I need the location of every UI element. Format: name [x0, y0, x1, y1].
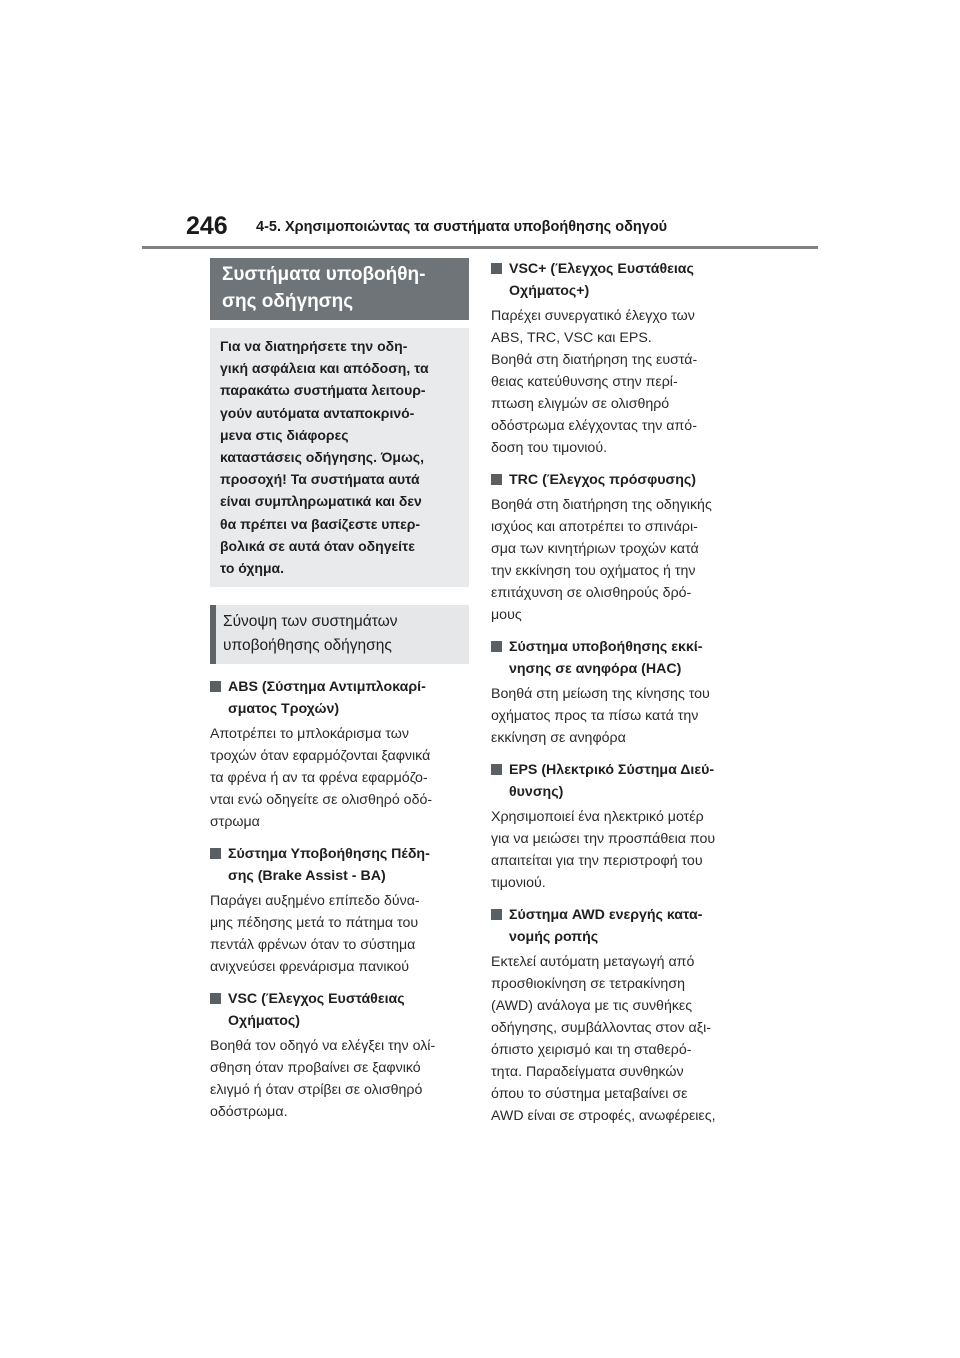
item-title	[491, 258, 750, 302]
item-title	[210, 676, 469, 720]
item-title	[491, 636, 750, 680]
item-body-line: Βοηθά στη μείωση της κίνησης του	[491, 686, 710, 702]
square-bullet-icon	[491, 641, 502, 652]
item-body-line: οδήγησης, συμβάλλοντας στον αξι-	[491, 1020, 711, 1036]
system-item-eps	[491, 759, 750, 894]
intro-line: προσοχή! Τα συστήματα αυτά	[220, 471, 420, 488]
item-title-line: θυνσης)	[509, 784, 564, 800]
item-body-line: Παράγει αυξημένο επίπεδο δύνα-	[210, 893, 420, 910]
item-body-line: Βοηθά στη διατήρηση της οδηγικής	[491, 497, 712, 513]
item-body-line: πτωση ελιγμών σε ολισθηρό	[491, 396, 670, 412]
item-body-line: όπου το σύστημα μεταβαίνει σε	[491, 1086, 688, 1102]
item-body-line: θειας κατεύθυνσης στην περί-	[491, 374, 678, 390]
item-title-line: Σύστημα υποβοήθησης εκκί-	[509, 639, 703, 655]
item-title	[210, 843, 469, 887]
item-body-line: Εκτελεί αυτόματη μεταγωγή από	[491, 954, 695, 970]
intro-line: είναι συμπληρωματικά και δεν	[220, 493, 422, 510]
item-body-line: AWD είναι σε στροφές, ανωφέρειες,	[491, 1108, 716, 1124]
square-bullet-icon	[491, 263, 502, 274]
item-body-line: Αποτρέπει το μπλοκάρισμα των	[210, 726, 409, 743]
item-body	[491, 683, 750, 749]
item-body	[491, 305, 750, 459]
item-body-line: ελιγμό ή όταν στρίβει σε ολισθηρό	[210, 1082, 423, 1099]
item-body-line: τροχών όταν εφαρμόζονται ξαφνικά	[210, 748, 431, 765]
item-body-line: τητα. Παραδείγματα συνθηκών	[491, 1064, 684, 1080]
item-title-line: ABS (Σύστημα Αντιμπλοκαρί-	[228, 679, 426, 696]
item-title-line: σης (Brake Assist - BA)	[228, 868, 386, 885]
item-body-line: νται ενώ οδηγείτε σε ολισθηρό οδό-	[210, 792, 433, 809]
item-body	[210, 723, 469, 833]
square-bullet-icon	[491, 909, 502, 920]
item-body-line: όπιστο χειρισμό και τη σταθερό-	[491, 1042, 692, 1058]
item-body-line: οδόστρωμα ελέγχοντας την από-	[491, 418, 697, 434]
system-item-vsc	[210, 988, 469, 1123]
section-title	[210, 258, 469, 320]
intro-line: θα πρέπει να βασίζεστε υπερ-	[220, 515, 421, 532]
item-body-line: απαιτείται για την περιστροφή του	[491, 853, 703, 869]
item-body-line: οδόστρωμα.	[210, 1104, 288, 1121]
item-body	[210, 890, 469, 978]
intro-line: μενα στις διάφορες	[220, 426, 349, 443]
item-body-line: ανιχνεύσει φρενάρισμα πανικού	[210, 959, 410, 976]
intro-line: γική ασφάλεια και απόδοση, τα	[220, 360, 429, 377]
subsection-title-line: υποβοήθησης οδήγησης	[223, 637, 392, 655]
intro-line: γούν αυτόματα ανταποκρινό-	[220, 404, 415, 421]
item-title-line: νομής ροπής	[509, 929, 599, 945]
item-body-line: (AWD) ανάλογα με τις συνθήκες	[491, 998, 693, 1014]
item-title-line: Σύστημα AWD ενεργής κατα-	[509, 907, 703, 923]
item-body-line: σθηση όταν προβαίνει σε ξαφνικό	[210, 1060, 421, 1077]
item-body-line: σμα των κινητήριων τροχών κατά	[491, 541, 699, 557]
square-bullet-icon	[210, 993, 221, 1004]
system-item-brake-assist	[210, 843, 469, 978]
item-body-line: μης πέδησης μετά το πάτημα του	[210, 915, 419, 932]
item-body-line: Παρέχει συνεργατικό έλεγχο των	[491, 308, 695, 324]
item-body-line: μους	[491, 607, 522, 623]
system-item-abs	[210, 676, 469, 833]
intro-line: Για να διατηρήσετε την οδη-	[220, 338, 408, 354]
square-bullet-icon	[491, 474, 502, 485]
item-title-line: Οχήματος)	[228, 1013, 300, 1030]
item-title	[491, 904, 750, 948]
item-title-line: Σύστημα Υποβοήθησης Πέδη-	[228, 846, 430, 863]
item-body	[491, 494, 750, 626]
intro-line: βολικά σε αυτά όταν οδηγείτε	[220, 537, 415, 554]
system-item-vsc-plus	[491, 258, 750, 459]
item-body-line: επιτάχυνση σε ολισθηρούς δρό-	[491, 585, 692, 601]
item-body	[491, 806, 750, 894]
item-body-line: την εκκίνηση του οχήματος ή την	[491, 563, 696, 579]
item-body-line: τα φρένα ή αν τα φρένα εφαρμόζο-	[210, 770, 428, 787]
section-title-line: Συστήματα υποβοήθη-	[222, 264, 426, 285]
item-body-line: για να μειώσει την προσπάθεια που	[491, 831, 716, 847]
item-body-line: Βοηθά στη διατήρηση της ευστά-	[491, 352, 698, 368]
item-title-line: σματος Τροχών)	[228, 701, 340, 718]
page-header	[142, 210, 818, 249]
left-column	[210, 258, 469, 1123]
chapter-title: 4-5. Χρησιμοποιώντας τα συστήματα υποβοήθησης οδηγού	[256, 219, 668, 235]
item-body-line: προσθιοκίνηση σε τετρακίνηση	[491, 976, 685, 992]
item-title-line: Οχήματος+)	[509, 283, 590, 299]
intro-line: το όχημα.	[220, 560, 285, 577]
system-item-trc	[491, 469, 750, 626]
item-title-line: νησης σε ανηφόρα (HAC)	[509, 661, 682, 677]
item-title-line: TRC (Έλεγχος πρόσφυσης)	[509, 472, 696, 488]
item-body-line: Βοηθά τον οδηγό να ελέγξει την ολί-	[210, 1038, 436, 1055]
item-body	[210, 1035, 469, 1123]
item-title	[210, 988, 469, 1032]
section-title-line: σης οδήγησης	[222, 291, 354, 312]
page-number: 246	[186, 212, 228, 240]
item-title	[491, 469, 750, 491]
intro-line: παρακάτω συστήματα λειτουρ-	[220, 382, 426, 399]
item-body	[491, 951, 750, 1127]
item-body-line: Χρησιμοποιεί ένα ηλεκτρικό μοτέρ	[491, 809, 704, 825]
item-body-line: δοση του τιμονιού.	[491, 440, 608, 456]
system-item-awd	[491, 904, 750, 1127]
square-bullet-icon	[210, 848, 221, 859]
item-body-line: στρωμα	[210, 814, 260, 831]
system-item-hac	[491, 636, 750, 749]
item-body-line: ABS, TRC, VSC και EPS.	[491, 330, 652, 346]
item-title	[491, 759, 750, 803]
subsection-title-line: Σύνοψη των συστημάτων	[223, 613, 398, 631]
item-body-line: τιμονιού.	[491, 875, 546, 891]
right-column	[491, 258, 750, 1127]
subsection-title	[210, 605, 469, 664]
item-body-line: πεντάλ φρένων όταν το σύστημα	[210, 937, 416, 954]
item-title-line: EPS (Ηλεκτρικό Σύστημα Διεύ-	[509, 762, 715, 778]
intro-line: καταστάσεις οδήγησης. Όμως,	[220, 449, 424, 466]
intro-box	[210, 328, 469, 587]
item-body-line: ισχύος και αποτρέπει το σπινάρι-	[491, 519, 698, 535]
item-body-line: εκκίνηση σε ανηφόρα	[491, 730, 626, 746]
item-title-line: VSC (Έλεγχος Ευστάθειας	[228, 991, 405, 1008]
square-bullet-icon	[491, 764, 502, 775]
square-bullet-icon	[210, 681, 221, 692]
item-title-line: VSC+ (Έλεγχος Ευστάθειας	[509, 261, 694, 277]
item-body-line: οχήματος προς τα πίσω κατά την	[491, 708, 699, 724]
